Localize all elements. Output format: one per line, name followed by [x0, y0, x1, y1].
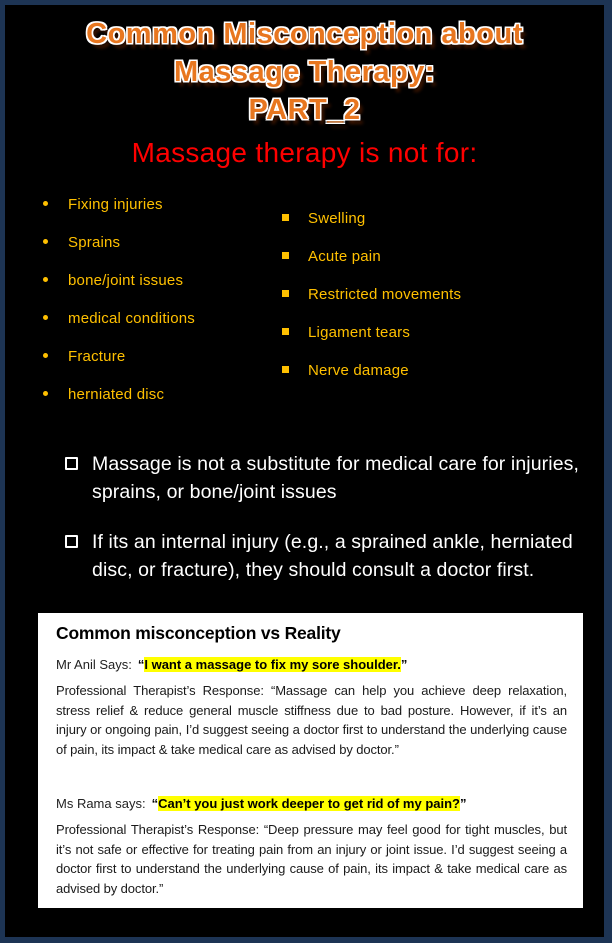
dot-bullet-icon — [43, 391, 48, 396]
list-item — [43, 311, 260, 326]
slide-title-line-3: PART_2 — [248, 94, 361, 126]
speaker-line — [56, 796, 567, 811]
highlighted-quote: Can’t you just work deeper to get rid of my pain? — [158, 796, 460, 811]
list-item — [282, 249, 560, 264]
square-bullet-icon — [282, 252, 289, 259]
therapist-response: Professional Therapist’s Response: “Massage can help you achieve deep relaxation, stress relief & reduce general muscle stiffness due to bad posture. However, if it’s an injury or ongoing pain, I’d suggest seeing a doctor first to understand the underlying cause of pain, its impact & take medical care as advised by doctor.” — [56, 683, 567, 757]
list-item — [282, 325, 560, 340]
not-for-list-right — [260, 211, 560, 425]
list-item-label: Swelling — [308, 210, 366, 227]
slide-title — [5, 15, 604, 129]
checkbox-icon — [65, 457, 78, 470]
dot-bullet-icon — [43, 239, 48, 244]
list-item — [43, 273, 260, 288]
highlighted-quote: I want a massage to fix my sore shoulder. — [144, 657, 401, 672]
quote-close: ” — [460, 796, 467, 811]
quote-open: “ — [137, 657, 145, 672]
list-item — [282, 363, 560, 378]
list-item-label: Acute pain — [308, 248, 381, 265]
dot-bullet-icon — [43, 201, 48, 206]
key-point-item — [65, 528, 590, 584]
square-bullet-icon — [282, 328, 289, 335]
checkbox-icon — [65, 535, 78, 548]
list-item — [43, 197, 260, 212]
square-bullet-icon — [282, 290, 289, 297]
list-item-label: Ligament tears — [308, 324, 411, 341]
reality-dialogues — [56, 657, 567, 898]
speaker-label: Ms Rama says: — [56, 796, 146, 811]
list-item-label: bone/joint issues — [68, 272, 184, 289]
list-item — [43, 387, 260, 402]
list-item-label: herniated disc — [68, 386, 165, 403]
list-item-label: Restricted movements — [308, 286, 462, 303]
square-bullet-icon — [282, 366, 289, 373]
list-item — [282, 211, 560, 226]
not-for-list-left — [5, 197, 260, 425]
key-points-list — [65, 450, 590, 606]
list-item-label: medical conditions — [68, 310, 195, 327]
list-item-label: Nerve damage — [308, 362, 409, 379]
list-item-label: Sprains — [68, 234, 121, 251]
key-point-item — [65, 450, 590, 506]
slide-subtitle: Massage therapy is not for: — [131, 137, 478, 168]
dialogue-block — [56, 657, 567, 759]
key-point-text: Massage is not a substitute for medical care for injuries, sprains, or bone/joint issues — [92, 453, 580, 503]
not-for-lists — [5, 197, 604, 425]
quote-open: “ — [151, 796, 159, 811]
reality-box-heading: Common misconception vs Reality — [56, 623, 341, 643]
therapist-response: Professional Therapist’s Response: “Deep pressure may feel good for tight muscles, but it’s not safe or effective for treating pain from an injury or joint issue. I’d suggest seeing a doctor first to understand the underlying cause of pain, its impact & take medical care as advised by doctor.” — [56, 822, 567, 896]
dialogue-block — [56, 796, 567, 898]
slide-title-line-1: Common Misconception about — [86, 18, 523, 50]
list-item-label: Fracture — [68, 348, 126, 365]
list-item-label: Fixing injuries — [68, 196, 163, 213]
key-point-text: If its an internal injury (e.g., a sprained ankle, herniated disc, or fracture), they should consult a doctor first. — [92, 531, 573, 581]
dot-bullet-icon — [43, 353, 48, 358]
speaker-line — [56, 657, 567, 672]
slide-title-line-2: Massage Therapy: — [173, 56, 436, 88]
reality-box — [38, 613, 583, 908]
square-bullet-icon — [282, 214, 289, 221]
quote-close: ” — [400, 657, 408, 672]
list-item — [282, 287, 560, 302]
dot-bullet-icon — [43, 315, 48, 320]
list-item — [43, 349, 260, 364]
dot-bullet-icon — [43, 277, 48, 282]
speaker-label: Mr Anil Says: — [56, 657, 132, 672]
list-item — [43, 235, 260, 250]
